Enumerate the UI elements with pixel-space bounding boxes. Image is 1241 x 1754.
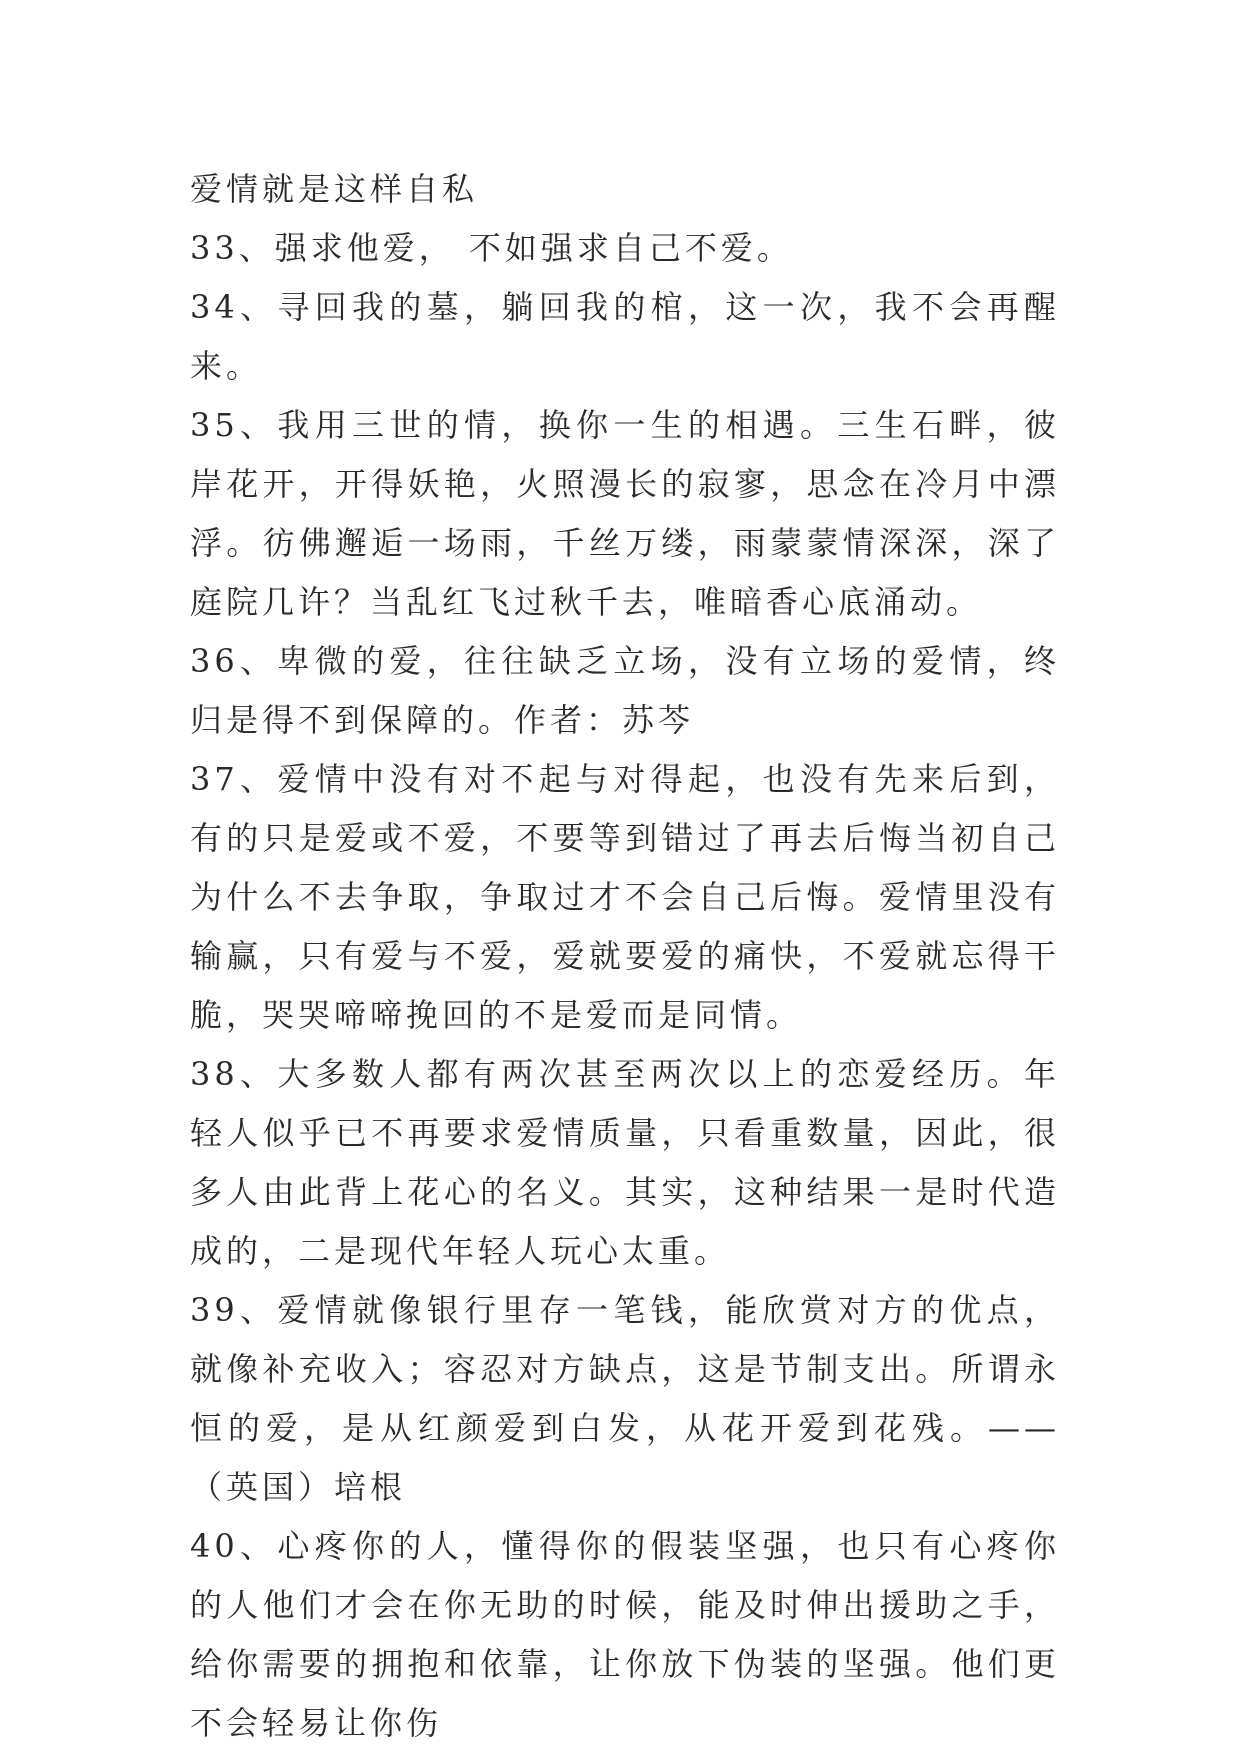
paragraph-35: 35、我用三世的情，换你一生的相遇。三生石畔，彼岸花开，开得妖艳，火照漫长的寂寥，思念在冷月中漂浮。彷佛邂逅一场雨，千丝万缕，雨蒙蒙情深深，深了庭院几许？当乱红飞过秋千去，唯暗香心底涌动。 bbox=[190, 406, 1060, 621]
paragraph-intro: 爱情就是这样自私 bbox=[190, 170, 479, 208]
paragraph-34: 34、寻回我的墓，躺回我的棺，这一次，我不会再醒来。 bbox=[190, 288, 1060, 385]
paragraph-37: 37、爱情中没有对不起与对得起，也没有先来后到，有的只是爱或不爱，不要等到错过了再去后悔当初自己为什么不去争取，争取过才不会自己后悔。爱情里没有输赢，只有爱与不爱，爱就要爱的痛快，不爱就忘得干脆，哭哭啼啼挽回的不是爱而是同情。 bbox=[190, 760, 1060, 1034]
paragraph-39: 39、爱情就像银行里存一笔钱，能欣赏对方的优点，就像补充收入；容忍对方缺点，这是节制支出。所谓永恒的爱，是从红颜爱到白发，从花开爱到花残。—— （英国）培根 bbox=[190, 1291, 1097, 1506]
paragraph-40: 40、心疼你的人，懂得你的假装坚强，也只有心疼你的人他们才会在你无助的时候，能及时伸出援助之手，给你需要的拥抱和依靠，让你放下伪装的坚强。他们更不会轻易让你伤 bbox=[190, 1527, 1060, 1742]
paragraph-38: 38、大多数人都有两次甚至两次以上的恋爱经历。年轻人似乎已不再要求爱情质量，只看重数量，因此，很多人由此背上花心的名义。其实，这种结果一是时代造成的，二是现代年轻人玩心太重。 bbox=[190, 1055, 1060, 1270]
document-body bbox=[190, 160, 1097, 1753]
paragraph-33: 33、强求他爱， 不如强求自己不爱。 bbox=[190, 229, 793, 267]
paragraph-36: 36、卑微的爱，往往缺乏立场，没有立场的爱情，终归是得不到保障的。作者：苏芩 bbox=[190, 642, 1060, 739]
